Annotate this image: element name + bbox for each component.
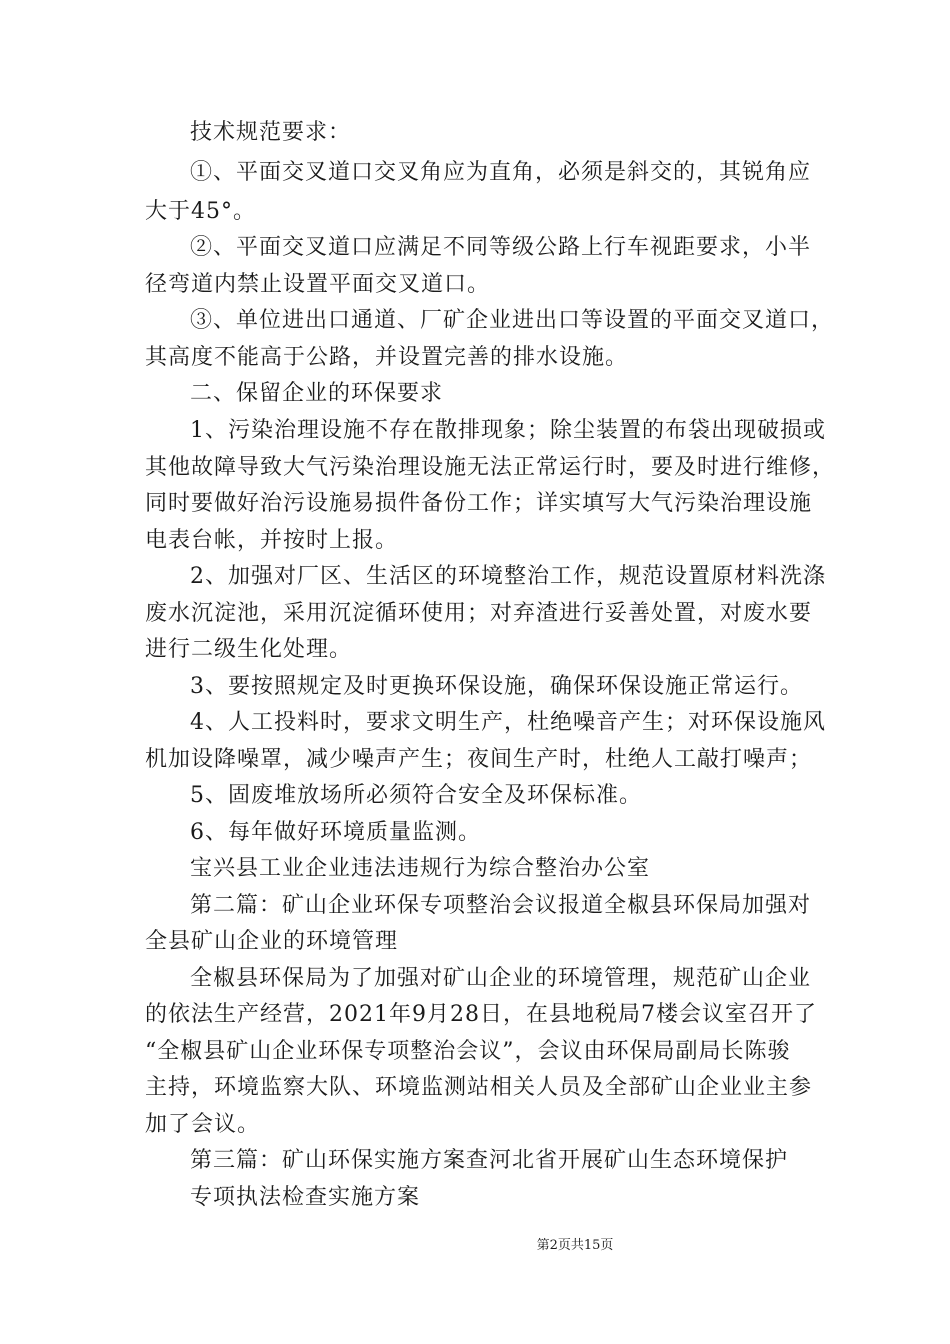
text-line: 2、加强对厂区、生活区的环境整治工作，规范设置原材料洗涤 [190,564,826,589]
section-heading: 第二篇：矿山企业环保专项整治会议报道全椒县环保局加强对 [190,893,812,918]
text-line: 进行二级生化处理。 [145,637,353,662]
text-line: 4、人工投料时，要求文明生产，杜绝噪音产生；对环保设施风 [190,710,826,735]
text-line: 全县矿山企业的环境管理 [145,929,399,954]
page-number: 第2页共15页 [536,1238,614,1253]
text-line: 同时要做好治污设施易损件备份工作；详实填写大气污染治理设施 [145,491,813,516]
text-line: 大于45°。 [145,199,256,224]
section-heading: 二、保留企业的环保要求 [190,381,444,406]
text-line: 其高度不能高于公路，并设置完善的排水设施。 [145,345,629,370]
text-line: “全椒县矿山企业环保专项整治会议”，会议由环保局副局长陈骏 [145,1039,791,1064]
signature-office: 宝兴县工业企业违法违规行为综合整治办公室 [190,856,651,881]
text-line: 径弯道内禁止设置平面交叉道口。 [145,272,491,297]
text-line: 主持，环境监察大队、环境监测站相关人员及全部矿山企业业主参 [145,1075,813,1100]
text-line: 技术规范要求： [190,120,352,145]
text-line: 加了会议。 [145,1112,261,1137]
text-line: 3、要按照规定及时更换环保设施，确保环保设施正常运行。 [190,674,803,699]
text-line: 全椒县环保局为了加强对矿山企业的环境管理，规范矿山企业 [190,966,812,991]
text-line: 专项执法检查实施方案 [190,1185,421,1210]
section-heading: 第三篇：矿山环保实施方案查河北省开展矿山生态环境保护 [190,1148,789,1173]
page-footer [0,1238,950,1254]
text-line: 其他故障导致大气污染治理设施无法正常运行时，要及时进行维修， [145,455,836,480]
text-line: 的依法生产经营，2021年9月28日，在县地税局7楼会议室召开了 [145,1002,817,1027]
text-line: 废水沉淀池，采用沉淀循环使用；对弃渣进行妥善处置，对废水要 [145,601,813,626]
text-line: 5、固废堆放场所必须符合安全及环保标准。 [190,783,642,808]
text-line: 电表台帐，并按时上报。 [145,528,399,553]
text-line: 1、污染治理设施不存在散排现象；除尘装置的布袋出现破损或 [190,418,826,443]
text-line: ③、单位进出口通道、厂矿企业进出口等设置的平面交叉道口， [190,308,835,333]
text-line: 机加设降噪罩，减少噪声产生；夜间生产时，杜绝人工敲打噪声； [145,747,813,772]
text-line: 6、每年做好环境质量监测。 [190,820,481,845]
text-line: ②、平面交叉道口应满足不同等级公路上行车视距要求，小半 [190,235,812,260]
text-line: ①、平面交叉道口交叉角应为直角，必须是斜交的，其锐角应 [190,160,812,185]
